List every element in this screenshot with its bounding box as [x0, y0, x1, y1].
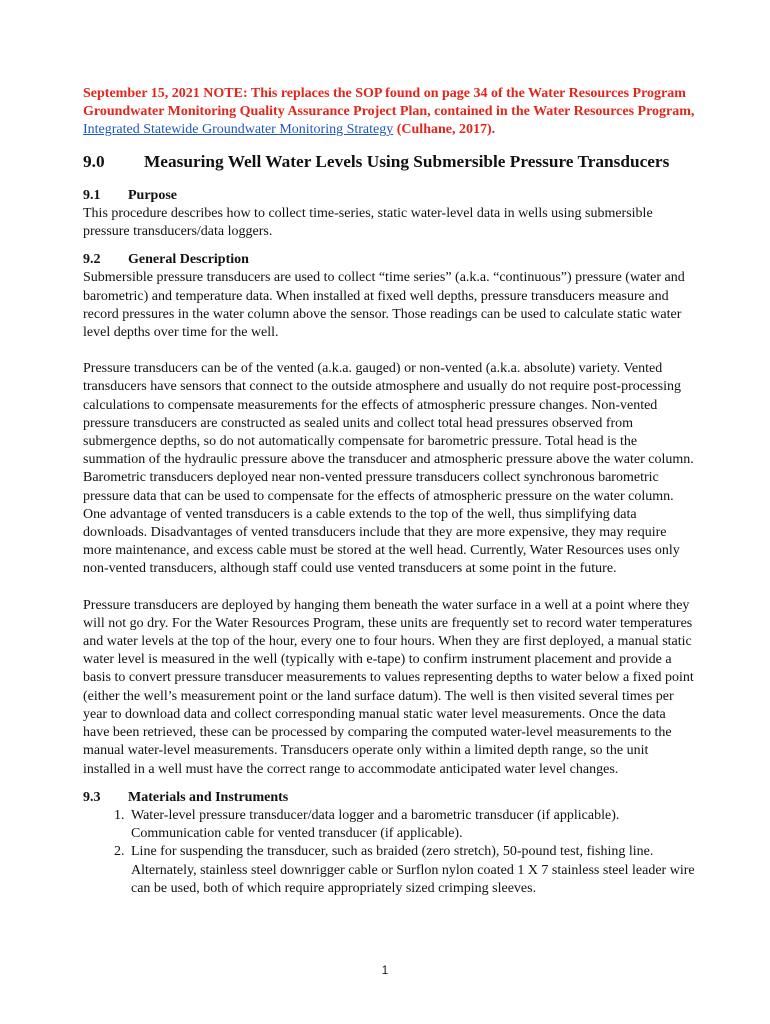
page-number: 1 [381, 965, 389, 977]
section-purpose [83, 187, 695, 242]
note-suffix: (Culhane, 2017). [393, 122, 496, 138]
paragraph: Submersible pressure transducers are used to collect “time series” (a.k.a. “continuous”) pressure (water and barometric) and temperature data. When installed at fixed well depths, pressure transducers measure and record pressures in the water column above the sensor. Those readings can be used to calculate static water level depths over time for the well. [83, 270, 685, 341]
section-title: Materials and Instruments [128, 789, 289, 805]
paragraph: Pressure transducers can be of the vented (a.k.a. gauged) or non-vented (a.k.a. absolute) variety. Vented transducers have sensors that connect to the outside atmosphere and usually do not require post-processing calculations to compensate measurements for the effects of atmospheric pressure changes. Non-vented pressure transducers are constructed as sealed units and collect total head pressures observed from submergence depths, so do not automatically compensate for barometric pressure. Total head is the summation of the hydraulic pressure above the transducer and atmospheric pressure above the water column. Barometric transducers deployed near non-vented pressure transducers collect synchronous barometric pressure data that can be used to compensate for the effects of atmospheric pressure on the water column. One advantage of vented transducers is a cable extends to the top of the well, thus simplifying data downloads. Disadvantages of vented transducers include that they are more expensive, they may require more maintenance, and excess cable must be stored at the well head. Currently, Water Resources uses only non-vented transducers, although staff could use vented transducers at some point in the future. [83, 361, 694, 577]
title-number: 9.0 [83, 151, 105, 171]
page-content [83, 85, 695, 908]
section-general-description [83, 251, 695, 778]
section-number: 9.2 [83, 252, 101, 268]
list-item [83, 843, 695, 898]
materials-list [83, 807, 695, 898]
note-prefix: September 15, 2021 NOTE: This replaces the SOP found on page 34 of the Water Resources Program Groundwater Monitoring Quality Assurance Project Plan, contained in the Water Resources Program, [83, 86, 695, 120]
section-number: 9.1 [83, 187, 101, 203]
list-item [83, 807, 695, 843]
section-heading [83, 789, 695, 807]
section-heading [83, 251, 695, 269]
list-text: Line for suspending the transducer, such as braided (zero stretch), 50-pound test, fishing line. Alternately, stainless steel downrigger cable or Surflon nylon coated 1 X 7 stainless steel leader wire can be used, both of which require appropriately sized crimping sleeves. [131, 844, 695, 896]
page-title [83, 151, 695, 173]
section-title: General Description [128, 252, 249, 268]
strategy-link[interactable]: Integrated Statewide Groundwater Monitoring Strategy [83, 122, 394, 138]
title-text: Measuring Well Water Levels Using Submersible Pressure Transducers [144, 151, 670, 171]
list-text: Water-level pressure transducer/data logger and a barometric transducer (if applicable). Communication cable for vented transducer (if applicable). [131, 807, 620, 842]
section-number: 9.3 [83, 789, 101, 805]
revision-note [83, 85, 695, 140]
section-materials [83, 789, 695, 898]
paragraph: Pressure transducers are deployed by hanging them beneath the water surface in a well at a point where they will not go dry. For the Water Resources Program, these units are frequently set to record water temperatures and water levels at the top of the hour, every one to four hours. When they are first deployed, a manual static water level is measured in the well (typically with e-tape) to confirm instrument placement and provide a basis to convert pressure transducer measurements to values representing depths to water below a fixed point (either the well’s measurement point or the land surface datum). The well is then visited several times per year to download data and collect corresponding manual static water level measurements. Once the data have been retrieved, these can be processed by comparing the computed water-level measurements to the manual water-level measurements. Transducers operate only within a limited depth range, so the unit installed in a well must have the correct range to accommodate anticipated water level changes. [83, 597, 694, 777]
list-number: 1. [114, 807, 125, 823]
list-number: 2. [114, 844, 125, 860]
section-heading [83, 187, 695, 205]
section-title: Purpose [128, 187, 177, 203]
paragraph: This procedure describes how to collect time-series, static water-level data in wells using submersible pressure transducers/data loggers. [83, 205, 653, 240]
